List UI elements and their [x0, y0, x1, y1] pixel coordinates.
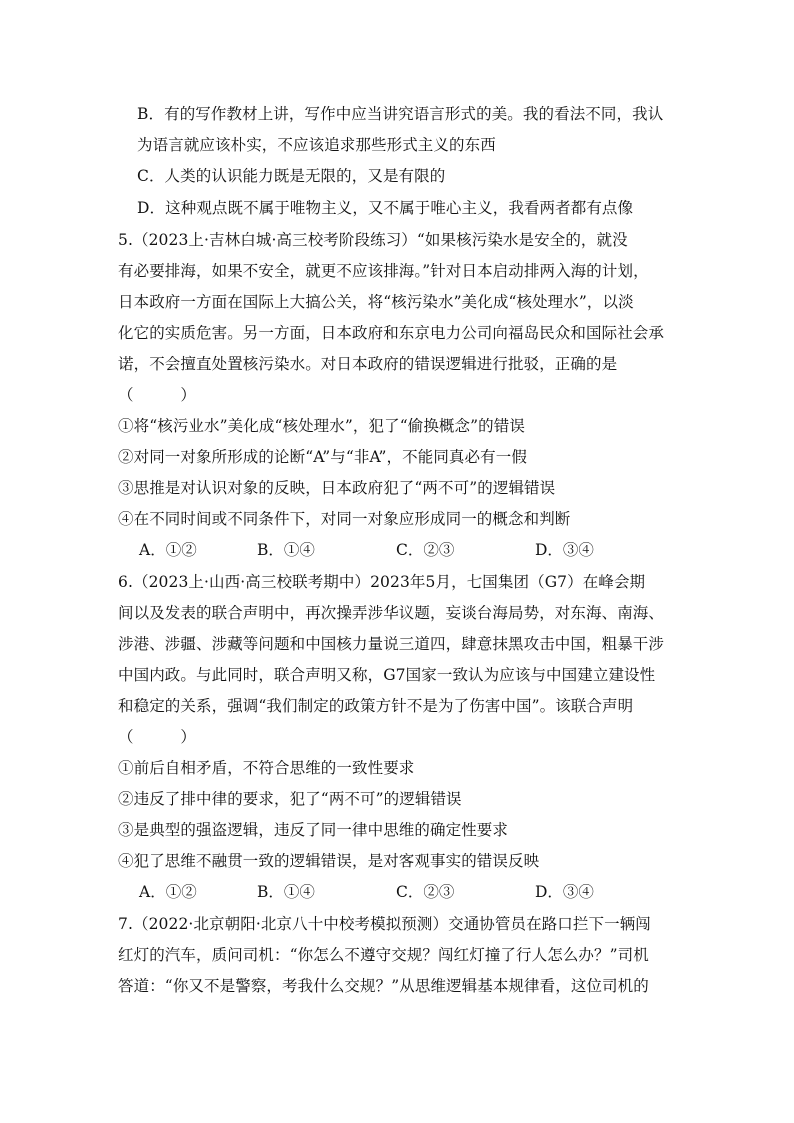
- q4-option-b-line1: B．有的写作教材上讲，写作中应当讲究语言形式的美。我的看法不同，我认: [137, 105, 664, 123]
- q4-option-d: D．这种观点既不属于唯物主义，又不属于唯心主义，我看两者都有点像: [137, 199, 634, 217]
- q6-stem-line3: 涉港、涉疆、涉藏等问题和中国核力量说三道四，肆意抹黑攻击中国，粗暴干涉: [118, 635, 665, 653]
- q5-statement-2: ②对同一对象所形成的论断“A”与“非A”，不能同真必有一假: [118, 448, 527, 466]
- q6-option-d: D．③④: [535, 883, 594, 901]
- q5-statement-4: ④在不同时间或不同条件下，对同一对象应形成同一的概念和判断: [118, 510, 571, 528]
- q4-option-c: C．人类的认识能力既是无限的，又是有限的: [137, 167, 446, 185]
- q6-statement-2: ②违反了排中律的要求，犯了“两不可”的逻辑错误: [118, 790, 462, 808]
- q6-stem-line1: 6.（2023上·山西·高三校联考期中）2023年5月，七国集团（G7）在峰会期: [118, 573, 646, 591]
- q6-statement-1: ①前后自相矛盾，不符合思维的一致性要求: [118, 759, 415, 777]
- q5-stem-line5: 诺，不会擅直处置核污染水。对日本政府的错误逻辑进行批驳，正确的是: [118, 355, 618, 373]
- q5-option-b: B．①④: [257, 541, 315, 559]
- q5-stem-line1: 5.（2023上·吉林白城·高三校考阶段练习）“如果核污染水是安全的，就没: [118, 231, 628, 249]
- q6-statement-3: ③是典型的强盗逻辑，违反了同一律中思维的确定性要求: [118, 821, 509, 839]
- q5-option-c: C．②③: [396, 541, 455, 559]
- q6-option-a: A．①②: [139, 883, 197, 901]
- q5-option-a: A．①②: [139, 541, 197, 559]
- q6-option-c: C．②③: [396, 883, 455, 901]
- q5-answer-blank: （ ）: [118, 386, 197, 404]
- q7-stem-line1: 7.（2022·北京朝阳·北京八十中校考模拟预测）交通协管员在路口拦下一辆闯: [118, 915, 651, 933]
- q4-option-b-line2: 为语言就应该朴实，不应该追求那些形式主义的东西: [137, 136, 496, 154]
- q6-answer-blank: （ ）: [118, 728, 197, 746]
- q6-option-b: B．①④: [257, 883, 315, 901]
- q5-stem-line4: 化它的实质危害。另一方面，日本政府和东京电力公司向福岛民众和国际社会承: [118, 324, 665, 342]
- q7-stem-line3: 答道：“你又不是警察，考我什么交规？”从思维逻辑基本规律看，这位司机的: [118, 977, 649, 995]
- q5-stem-line2: 有必要排海，如果不安全，就更不应该排海。”针对日本启动排两入海的计划，: [118, 262, 649, 280]
- q5-statement-1: ①将“核污业水”美化成“核处理水”，犯了“偷换概念”的错误: [118, 417, 525, 435]
- q6-stem-line4: 中国内政。与此同时，联合声明又称，G7国家一致认为应该与中国建立建设性: [118, 666, 656, 684]
- q5-statement-3: ③思推是对认识对象的反映，日本政府犯了“两不可”的逻辑错误: [118, 479, 556, 497]
- q6-stem-line5: 和稳定的关系，强调“我们制定的政策方针不是为了伤害中国”。该联合声明: [118, 697, 634, 715]
- q6-stem-line2: 间以及发表的联合声明中，再次操弄涉华议题，妄谈台海局势，对东海、南海、: [118, 604, 665, 622]
- q7-stem-line2: 红灯的汽车，质问司机：“你怎么不遵守交规？闯红灯撞了行人怎么办？”司机: [118, 946, 649, 964]
- q5-option-d: D．③④: [535, 541, 594, 559]
- q5-stem-line3: 日本政府一方面在国际上大搞公关，将“核污染水”美化成“核处理水”，以淡: [118, 293, 634, 311]
- q6-statement-4: ④犯了思维不融贯一致的逻辑错误，是对客观事实的错误反映: [118, 852, 540, 870]
